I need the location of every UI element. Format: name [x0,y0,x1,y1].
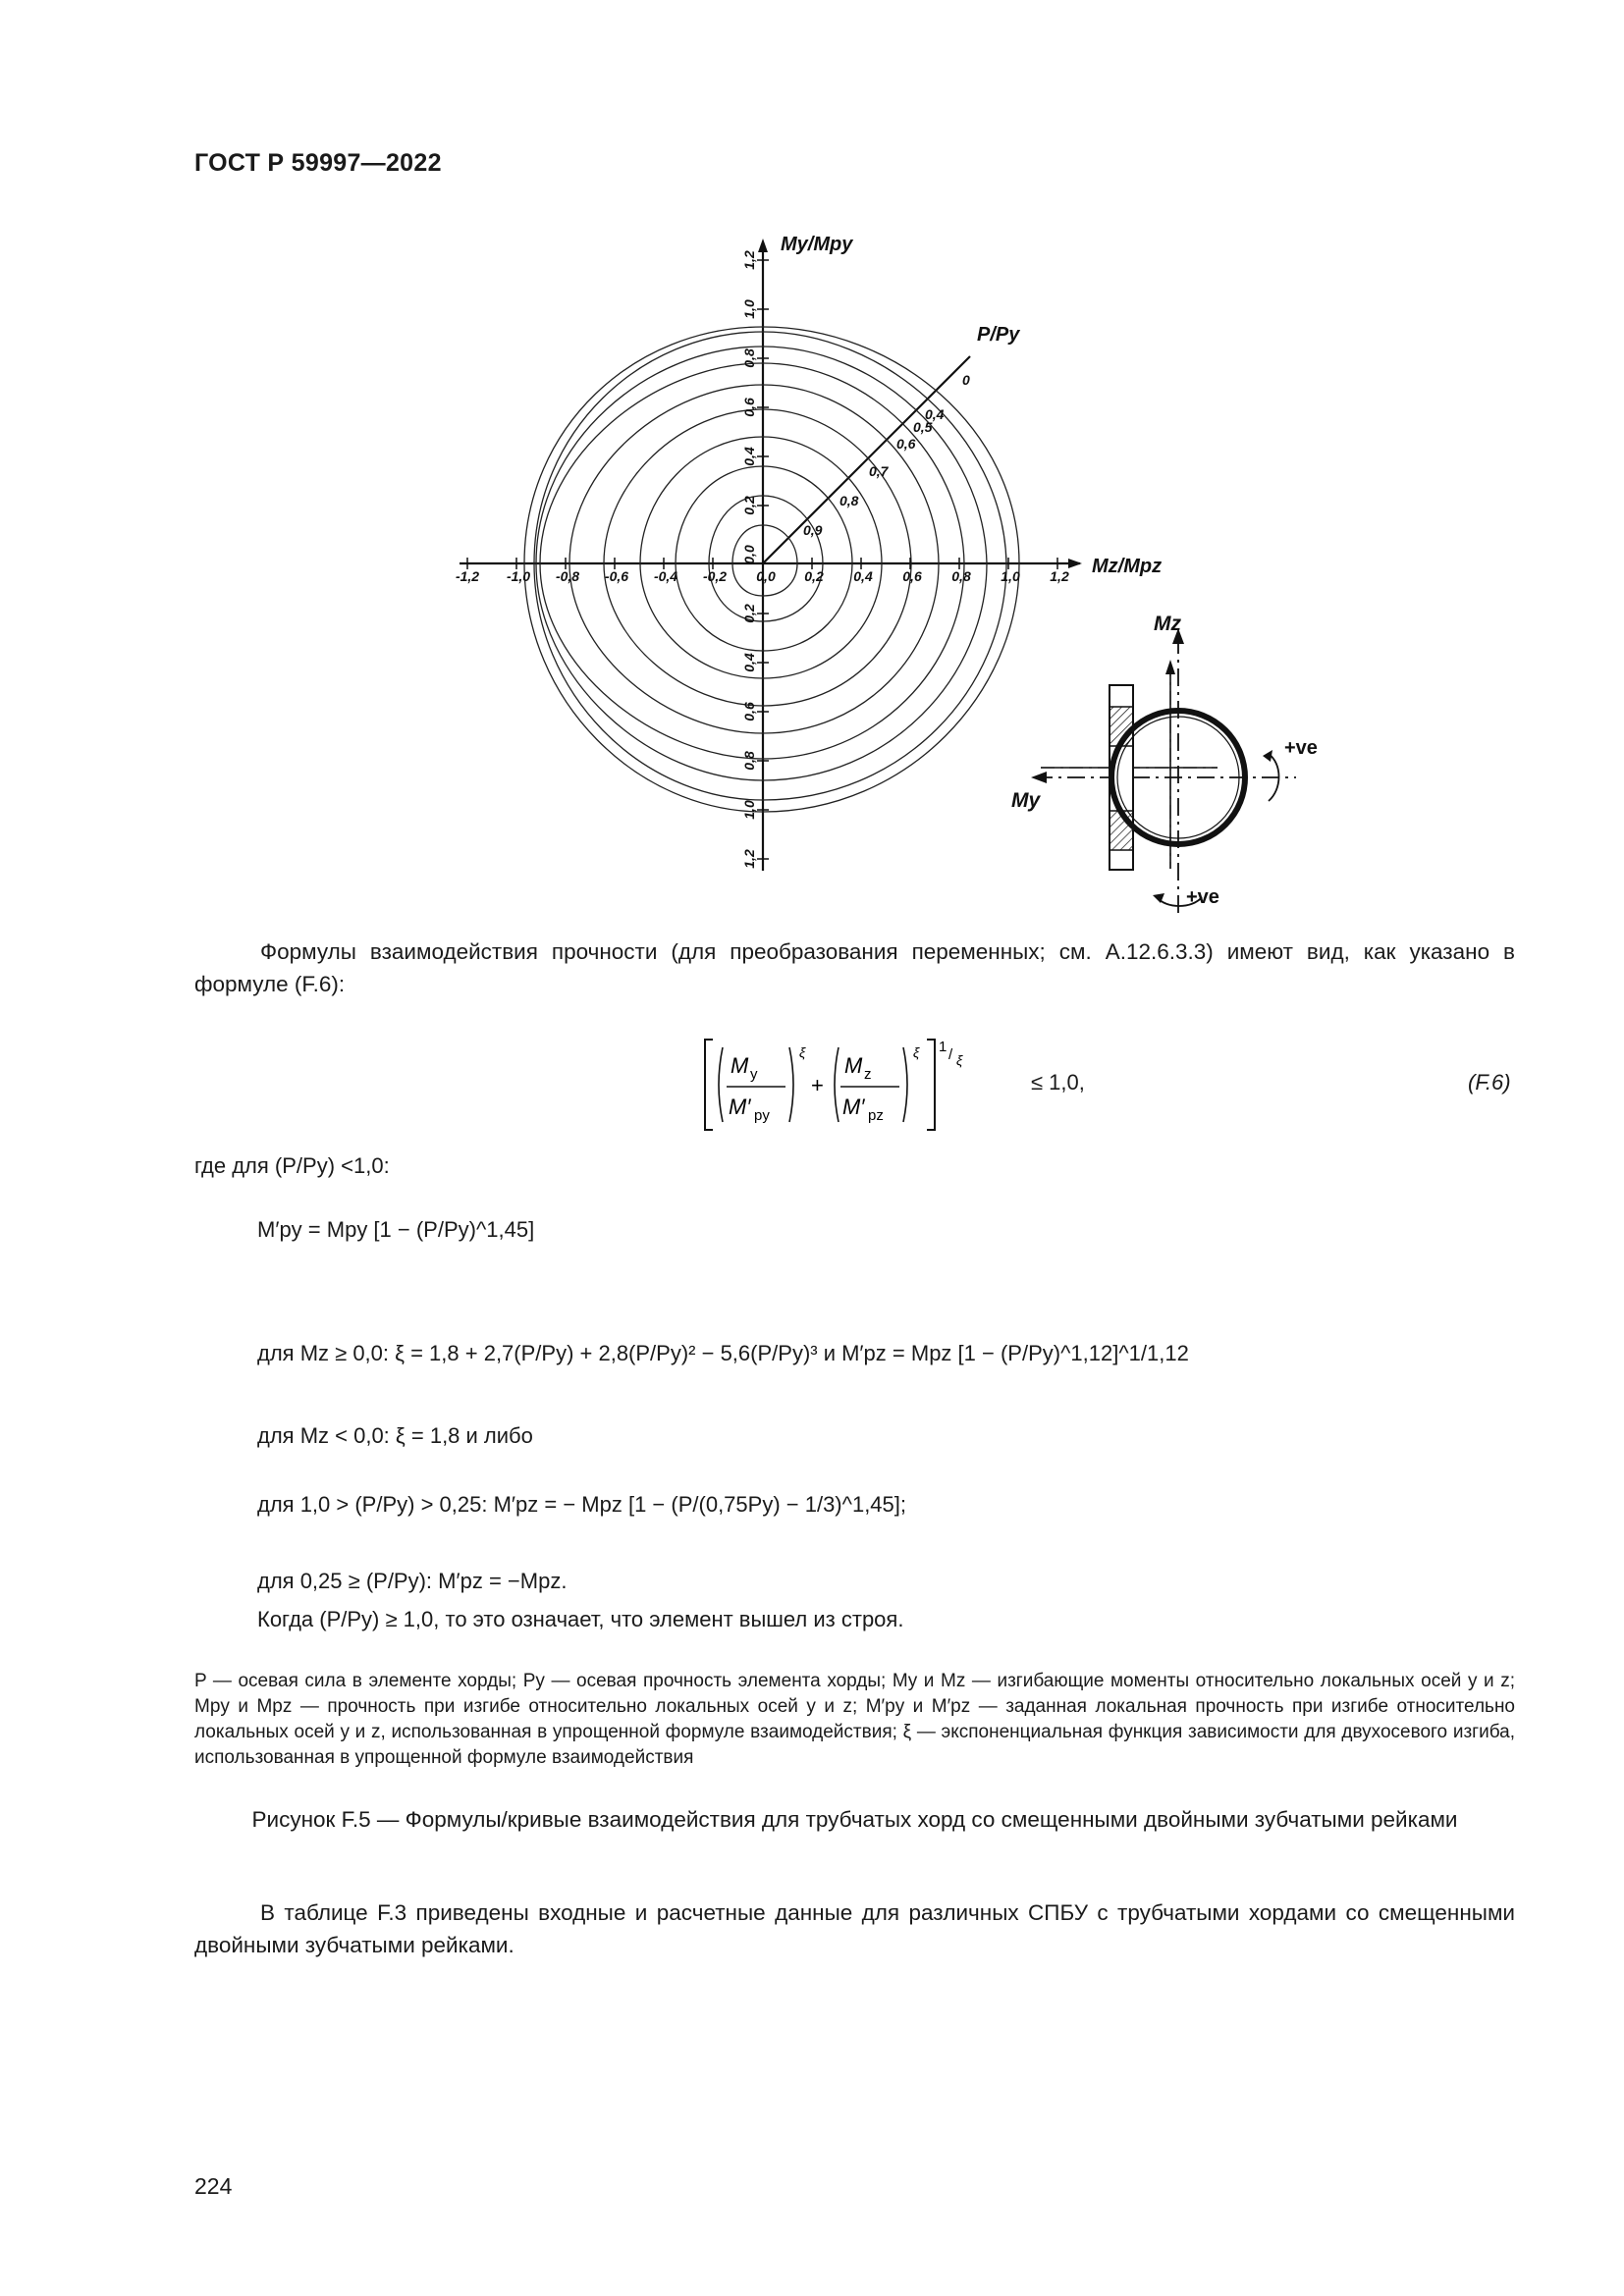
y-tick-label: 0,6 [741,702,757,721]
svg-text:ξ: ξ [956,1052,963,1068]
svg-text:ξ: ξ [913,1044,920,1060]
formula-f6-number: (F.6) [1468,1070,1511,1095]
curve-0-8 [640,437,882,678]
equation-mz-negative: для Mz < 0,0: ξ = 1,8 и либо [257,1423,533,1448]
page-number: 224 [194,2173,233,2199]
equation-range-2: для 0,25 ≥ (P/Py): M′pz = −Mpz. [257,1569,568,1593]
ve-label-bottom: +ve [1186,886,1219,908]
y-tick-label: 0,6 [741,398,757,417]
x-tick-label: -1,2 [455,568,480,584]
x-tick-label: 0,6 [902,568,922,584]
svg-text:py: py [754,1107,770,1124]
y-axis-arrow [758,239,768,252]
formula-f6-rhs: ≤ 1,0, [1031,1070,1085,1095]
svg-text:z: z [864,1066,872,1083]
svg-text:M′: M′ [729,1095,751,1119]
curve-0-7 [604,409,911,706]
figure-caption: Рисунок F.5 — Формулы/кривые взаимодействия для трубчатых хорд со смещенными двойными зубчатыми рейками [251,1807,1458,1832]
x-tick-labels [456,568,1069,584]
curve-0-9 [709,496,823,621]
y-tick-label: 1,0 [741,299,757,319]
equation-xi-mpz: для Mz ≥ 0,0: ξ = 1,8 + 2,7(P/Py) + 2,8(P/Py)² − 5,6(P/Py)³ и M′pz = Mpz [1 − (P/Py)^1,12]^1/1,12 [257,1341,1189,1365]
y-tick-label: 1,0 [741,800,757,820]
p-axis-label: P/Py [977,324,1020,346]
where-line: где для (P/Py) <1,0: [194,1153,390,1178]
y-tick-label: 0,4 [741,653,757,672]
svg-text:/: / [948,1046,953,1063]
svg-text:+: + [811,1073,824,1097]
curve-label: 0 [962,372,970,388]
x-tick-label: 0,4 [853,568,873,584]
formula-f6-graphic [703,1036,1027,1134]
y-tick-label: 1,2 [741,849,757,869]
y-tick-labels [741,250,757,869]
curve-labels [803,372,970,538]
y-tick-label: 0,8 [741,348,757,368]
curve-label: 0,7 [869,463,889,479]
curve-label: 0,8 [839,493,859,508]
curve-label: 0,4 [925,406,945,422]
intro-paragraph: Формулы взаимодействия прочности (для преобразования переменных; см. А.12.6.3.3) имеют вид, как указано в формуле (F.6): [194,939,1515,996]
y-axis-label: My/Mpy [781,234,853,255]
closing-paragraph: В таблице F.3 приведены входные и расчетные данные для различных СПБУ с трубчатыми хордами со смещенными двойными зубчатыми рейками. [194,1900,1515,1957]
svg-text:1: 1 [939,1039,947,1055]
y-tick-label: 0,0 [741,545,757,564]
curve-label: 0,5 [913,419,933,435]
y-tick-label: 0,8 [741,751,757,771]
formula-f6 [703,1036,1027,1134]
y-tick-label: 1,2 [741,250,757,270]
curve-label: 0,9 [803,522,823,538]
equation-range-1: для 1,0 > (P/Py) > 0,25: M′pz = − Mpz [1 − (P/(0,75Py) − 1/3)^1,45]; [257,1492,906,1517]
x-tick-label: -0,8 [555,568,580,584]
section-sketch [1011,609,1326,933]
x-axis-label: Mz/Mpz [1092,556,1163,577]
svg-text:M: M [731,1053,749,1078]
my-arrow [1031,772,1047,783]
mz-label: Mz [1154,613,1181,635]
x-tick-label: -0,6 [604,568,629,584]
x-axis-arrow [1068,559,1082,568]
y-tick-label: 0,2 [741,496,757,515]
legend-note: P — осевая сила в элементе хорды; Py — осевая прочность элемента хорды; My и Mz — изгибающие моменты относительно локальных осей y и z; Mpy и Mpz — прочность при изгибе относительно локальных осей y и z; M′py и M′pz — заданная локальная прочность при изгибе относительно локальных осей y и z, использованная в упрощенной формуле взаимодействия; ξ — экспоненциальная функция зависимости для двухосевого изгиба, использованная в упрощенной формуле взаимодействия [194,1671,1515,1768]
svg-text:M′: M′ [842,1095,865,1119]
ve-label-right: +ve [1284,737,1318,759]
svg-text:y: y [750,1066,758,1083]
x-tick-label: 0,8 [951,568,971,584]
x-tick-label: -0,2 [702,568,728,584]
x-tick-label: 0,0 [756,568,776,584]
x-tick-label: 1,2 [1050,568,1069,584]
x-tick-label: 0,2 [804,568,824,584]
equation-mpy: M′py = Mpy [1 − (P/Py)^1,45] [257,1217,535,1242]
x-tick-label: 1,0 [1001,568,1020,584]
x-tick-label: -1,0 [506,568,531,584]
document-id: ГОСТ Р 59997—2022 [194,149,442,177]
svg-text:pz: pz [868,1107,884,1124]
svg-text:ξ: ξ [799,1044,806,1060]
svg-text:M: M [844,1053,863,1078]
x-tick-label: -0,4 [653,568,678,584]
curve-0-2 [534,332,1006,800]
my-label: My [1011,789,1041,812]
y-tick-label: 0,2 [741,604,757,623]
failure-condition: Когда (P/Py) ≥ 1,0, то это означает, что элемент вышел из строя. [257,1607,904,1631]
y-tick-label: 0,4 [741,447,757,466]
curve-label: 0,6 [896,436,916,452]
